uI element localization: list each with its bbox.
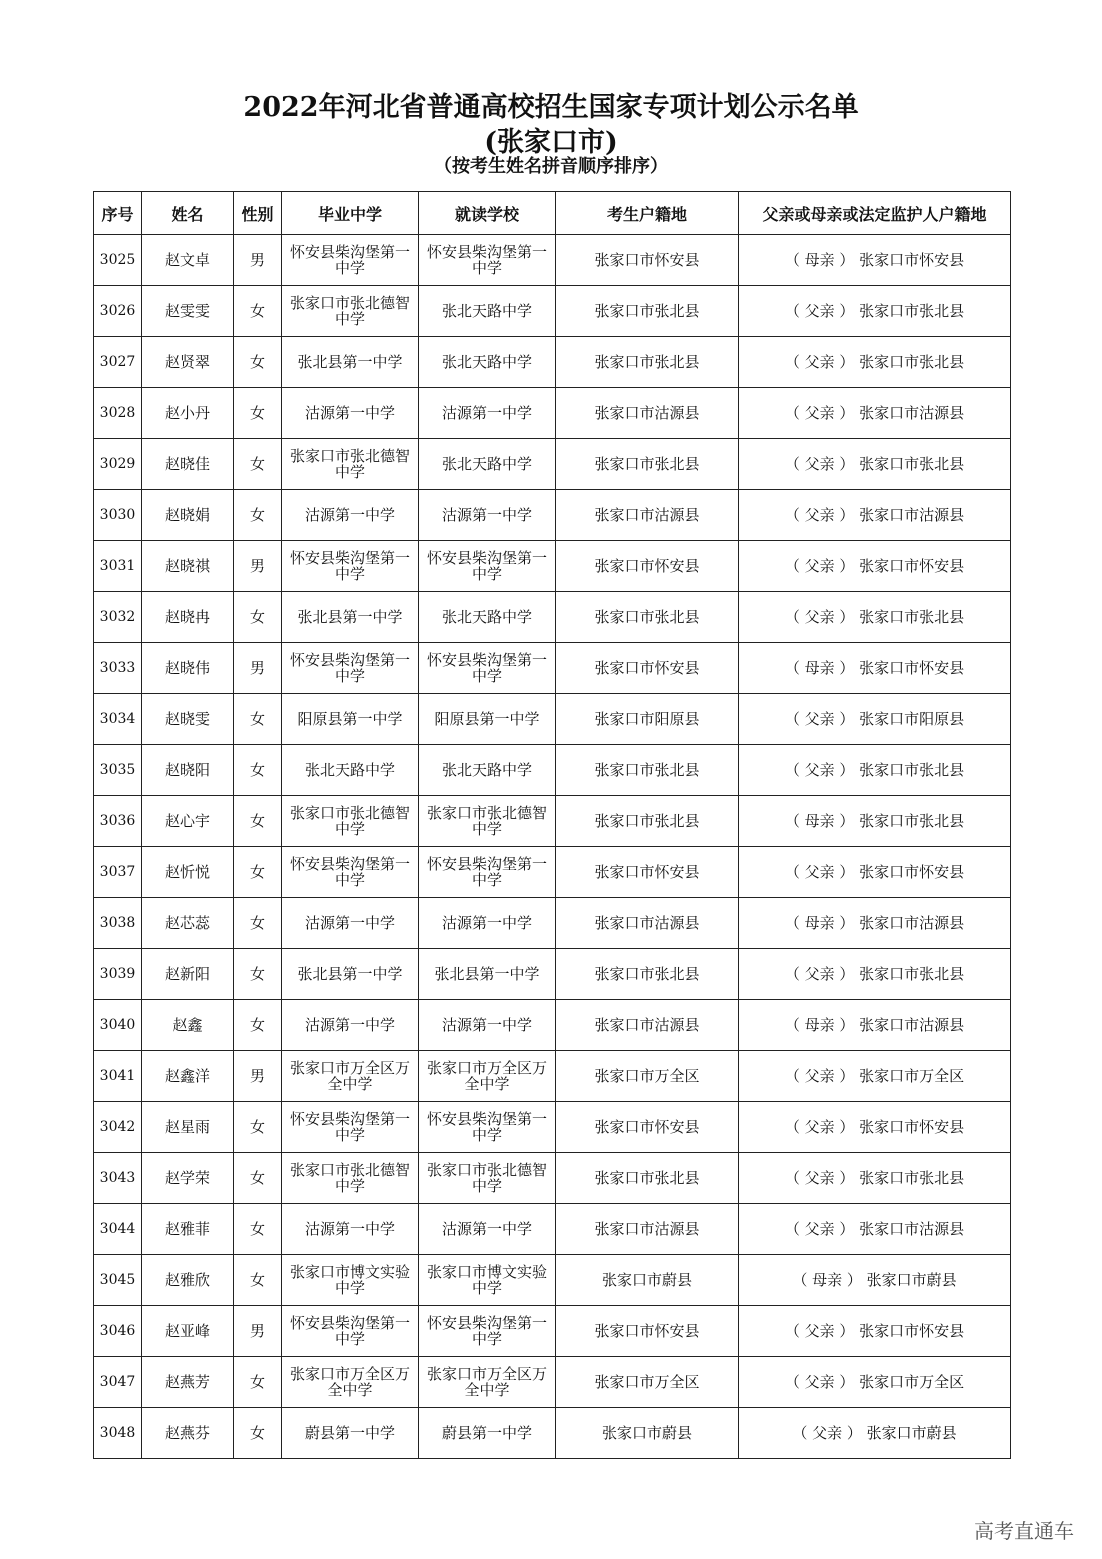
guardian-domicile-cell: （ 母亲 ） 张家口市怀安县	[739, 235, 1011, 286]
guardian-domicile-cell: （ 父亲 ） 张家口市怀安县	[739, 1102, 1011, 1153]
table-row	[94, 694, 1011, 745]
serial-cell: 3032	[94, 592, 142, 643]
name-cell: 赵心宇	[142, 796, 234, 847]
gender-cell: 女	[234, 847, 282, 898]
serial-cell: 3042	[94, 1102, 142, 1153]
name-cell: 赵晓雯	[142, 694, 234, 745]
table-row	[94, 796, 1011, 847]
guardian-domicile-cell: （ 父亲 ） 张家口市沽源县	[739, 1204, 1011, 1255]
current-school-cell: 怀安县柴沟堡第一中学	[419, 541, 556, 592]
current-school-cell: 沽源第一中学	[419, 898, 556, 949]
gender-cell: 男	[234, 1051, 282, 1102]
current-school-cell: 沽源第一中学	[419, 1000, 556, 1051]
guardian-domicile-cell: （ 父亲 ） 张家口市万全区	[739, 1357, 1011, 1408]
guardian-domicile-cell: （ 父亲 ） 张家口市沽源县	[739, 388, 1011, 439]
header-guardian-domicile: 父亲或母亲或法定监护人户籍地	[739, 192, 1011, 235]
current-school-cell: 张家口市张北德智中学	[419, 1153, 556, 1204]
table-row	[94, 1102, 1011, 1153]
gender-cell: 女	[234, 949, 282, 1000]
serial-cell: 3041	[94, 1051, 142, 1102]
document-subtitle-city: (张家口市)	[484, 127, 618, 158]
guardian-domicile-cell: （ 母亲 ） 张家口市张北县	[739, 796, 1011, 847]
graduation-school-cell: 张北县第一中学	[282, 337, 419, 388]
table-row	[94, 745, 1011, 796]
graduation-school-cell: 张家口市张北德智中学	[282, 286, 419, 337]
table-row	[94, 388, 1011, 439]
serial-cell: 3034	[94, 694, 142, 745]
header-gender: 性别	[234, 192, 282, 235]
name-cell: 赵晓祺	[142, 541, 234, 592]
serial-cell: 3046	[94, 1306, 142, 1357]
candidate-domicile-cell: 张家口市张北县	[556, 286, 739, 337]
name-cell: 赵燕芬	[142, 1408, 234, 1459]
current-school-cell: 张北天路中学	[419, 337, 556, 388]
candidate-domicile-cell: 张家口市阳原县	[556, 694, 739, 745]
candidate-domicile-cell: 张家口市蔚县	[556, 1408, 739, 1459]
graduation-school-cell: 怀安县柴沟堡第一中学	[282, 541, 419, 592]
guardian-domicile-cell: （ 父亲 ） 张家口市张北县	[739, 337, 1011, 388]
current-school-cell: 沽源第一中学	[419, 490, 556, 541]
name-cell: 赵小丹	[142, 388, 234, 439]
gender-cell: 女	[234, 1255, 282, 1306]
watermark-text: 高考直通车	[974, 1519, 1074, 1543]
name-cell: 赵雯雯	[142, 286, 234, 337]
current-school-cell: 沽源第一中学	[419, 388, 556, 439]
table-row	[94, 1408, 1011, 1459]
table-row	[94, 1051, 1011, 1102]
candidate-domicile-cell: 张家口市万全区	[556, 1357, 739, 1408]
graduation-school-cell: 阳原县第一中学	[282, 694, 419, 745]
gender-cell: 男	[234, 235, 282, 286]
guardian-domicile-cell: （ 父亲 ） 张家口市张北县	[739, 949, 1011, 1000]
serial-cell: 3028	[94, 388, 142, 439]
graduation-school-cell: 张家口市万全区万全中学	[282, 1051, 419, 1102]
table-row	[94, 592, 1011, 643]
candidate-domicile-cell: 张家口市万全区	[556, 1051, 739, 1102]
current-school-cell: 张北天路中学	[419, 592, 556, 643]
serial-cell: 3040	[94, 1000, 142, 1051]
table-row	[94, 286, 1011, 337]
serial-cell: 3045	[94, 1255, 142, 1306]
table-row	[94, 949, 1011, 1000]
graduation-school-cell: 沽源第一中学	[282, 1000, 419, 1051]
current-school-cell: 张北县第一中学	[419, 949, 556, 1000]
serial-cell: 3043	[94, 1153, 142, 1204]
candidate-domicile-cell: 张家口市沽源县	[556, 898, 739, 949]
serial-cell: 3029	[94, 439, 142, 490]
name-cell: 赵亚峰	[142, 1306, 234, 1357]
graduation-school-cell: 张家口市张北德智中学	[282, 439, 419, 490]
guardian-domicile-cell: （ 母亲 ） 张家口市沽源县	[739, 898, 1011, 949]
name-cell: 赵文卓	[142, 235, 234, 286]
name-cell: 赵芯蕊	[142, 898, 234, 949]
candidate-domicile-cell: 张家口市怀安县	[556, 235, 739, 286]
current-school-cell: 张家口市万全区万全中学	[419, 1357, 556, 1408]
candidate-domicile-cell: 张家口市怀安县	[556, 643, 739, 694]
gender-cell: 女	[234, 1357, 282, 1408]
table-row	[94, 235, 1011, 286]
guardian-domicile-cell: （ 父亲 ） 张家口市阳原县	[739, 694, 1011, 745]
candidate-domicile-cell: 张家口市蔚县	[556, 1255, 739, 1306]
serial-cell: 3027	[94, 337, 142, 388]
table-row	[94, 439, 1011, 490]
table-row	[94, 490, 1011, 541]
gender-cell: 女	[234, 694, 282, 745]
name-cell: 赵忻悦	[142, 847, 234, 898]
gender-cell: 女	[234, 796, 282, 847]
current-school-cell: 蔚县第一中学	[419, 1408, 556, 1459]
serial-cell: 3039	[94, 949, 142, 1000]
guardian-domicile-cell: （ 父亲 ） 张家口市张北县	[739, 439, 1011, 490]
gender-cell: 女	[234, 388, 282, 439]
graduation-school-cell: 怀安县柴沟堡第一中学	[282, 847, 419, 898]
graduation-school-cell: 怀安县柴沟堡第一中学	[282, 643, 419, 694]
candidate-domicile-cell: 张家口市沽源县	[556, 388, 739, 439]
name-cell: 赵晓佳	[142, 439, 234, 490]
candidate-domicile-cell: 张家口市张北县	[556, 796, 739, 847]
gender-cell: 男	[234, 541, 282, 592]
graduation-school-cell: 张北县第一中学	[282, 592, 419, 643]
name-cell: 赵晓娟	[142, 490, 234, 541]
gender-cell: 女	[234, 1102, 282, 1153]
guardian-domicile-cell: （ 父亲 ） 张家口市张北县	[739, 286, 1011, 337]
table-row	[94, 1306, 1011, 1357]
serial-cell: 3031	[94, 541, 142, 592]
current-school-cell: 怀安县柴沟堡第一中学	[419, 643, 556, 694]
candidate-domicile-cell: 张家口市沽源县	[556, 490, 739, 541]
candidate-domicile-cell: 张家口市张北县	[556, 439, 739, 490]
gender-cell: 男	[234, 643, 282, 694]
guardian-domicile-cell: （ 父亲 ） 张家口市怀安县	[739, 1306, 1011, 1357]
table-body	[94, 235, 1011, 1459]
graduation-school-cell: 怀安县柴沟堡第一中学	[282, 235, 419, 286]
header-serial: 序号	[94, 192, 142, 235]
guardian-domicile-cell: （ 父亲 ） 张家口市怀安县	[739, 847, 1011, 898]
gender-cell: 女	[234, 286, 282, 337]
graduation-school-cell: 怀安县柴沟堡第一中学	[282, 1102, 419, 1153]
guardian-domicile-cell: （ 母亲 ） 张家口市蔚县	[739, 1255, 1011, 1306]
gender-cell: 女	[234, 439, 282, 490]
serial-cell: 3044	[94, 1204, 142, 1255]
guardian-domicile-cell: （ 父亲 ） 张家口市沽源县	[739, 490, 1011, 541]
serial-cell: 3035	[94, 745, 142, 796]
name-cell: 赵雅菲	[142, 1204, 234, 1255]
guardian-domicile-cell: （ 父亲 ） 张家口市张北县	[739, 592, 1011, 643]
table-row	[94, 643, 1011, 694]
current-school-cell: 阳原县第一中学	[419, 694, 556, 745]
table-row	[94, 541, 1011, 592]
gender-cell: 女	[234, 898, 282, 949]
candidate-table	[93, 191, 1011, 1459]
current-school-cell: 怀安县柴沟堡第一中学	[419, 847, 556, 898]
graduation-school-cell: 怀安县柴沟堡第一中学	[282, 1306, 419, 1357]
graduation-school-cell: 张家口市张北德智中学	[282, 796, 419, 847]
name-cell: 赵晓阳	[142, 745, 234, 796]
serial-cell: 3047	[94, 1357, 142, 1408]
guardian-domicile-cell: （ 父亲 ） 张家口市万全区	[739, 1051, 1011, 1102]
candidate-domicile-cell: 张家口市张北县	[556, 337, 739, 388]
guardian-domicile-cell: （ 父亲 ） 张家口市张北县	[739, 1153, 1011, 1204]
table-row	[94, 1000, 1011, 1051]
header-name: 姓名	[142, 192, 234, 235]
serial-cell: 3037	[94, 847, 142, 898]
name-cell: 赵鑫洋	[142, 1051, 234, 1102]
gender-cell: 女	[234, 592, 282, 643]
candidate-domicile-cell: 张家口市张北县	[556, 1153, 739, 1204]
gender-cell: 女	[234, 337, 282, 388]
guardian-domicile-cell: （ 父亲 ） 张家口市张北县	[739, 745, 1011, 796]
name-cell: 赵晓冉	[142, 592, 234, 643]
graduation-school-cell: 沽源第一中学	[282, 898, 419, 949]
graduation-school-cell: 张家口市万全区万全中学	[282, 1357, 419, 1408]
current-school-cell: 怀安县柴沟堡第一中学	[419, 235, 556, 286]
current-school-cell: 怀安县柴沟堡第一中学	[419, 1306, 556, 1357]
table-row	[94, 898, 1011, 949]
table-row	[94, 1357, 1011, 1408]
gender-cell: 女	[234, 490, 282, 541]
candidate-domicile-cell: 张家口市怀安县	[556, 1102, 739, 1153]
graduation-school-cell: 沽源第一中学	[282, 1204, 419, 1255]
name-cell: 赵星雨	[142, 1102, 234, 1153]
current-school-cell: 张家口市博文实验中学	[419, 1255, 556, 1306]
table-row	[94, 1153, 1011, 1204]
graduation-school-cell: 张家口市博文实验中学	[282, 1255, 419, 1306]
name-cell: 赵学荣	[142, 1153, 234, 1204]
name-cell: 赵雅欣	[142, 1255, 234, 1306]
graduation-school-cell: 张北天路中学	[282, 745, 419, 796]
gender-cell: 女	[234, 1204, 282, 1255]
name-cell: 赵鑫	[142, 1000, 234, 1051]
document-sort-note: （按考生姓名拼音顺序排序）	[434, 156, 668, 177]
candidate-domicile-cell: 张家口市沽源县	[556, 1204, 739, 1255]
graduation-school-cell: 张北县第一中学	[282, 949, 419, 1000]
current-school-cell: 张北天路中学	[419, 745, 556, 796]
current-school-cell: 张家口市万全区万全中学	[419, 1051, 556, 1102]
current-school-cell: 张北天路中学	[419, 439, 556, 490]
table-row	[94, 847, 1011, 898]
serial-cell: 3030	[94, 490, 142, 541]
gender-cell: 女	[234, 745, 282, 796]
serial-cell: 3033	[94, 643, 142, 694]
serial-cell: 3038	[94, 898, 142, 949]
candidate-domicile-cell: 张家口市怀安县	[556, 1306, 739, 1357]
name-cell: 赵晓伟	[142, 643, 234, 694]
candidate-domicile-cell: 张家口市怀安县	[556, 541, 739, 592]
guardian-domicile-cell: （ 母亲 ） 张家口市沽源县	[739, 1000, 1011, 1051]
table-header-row	[94, 192, 1011, 235]
name-cell: 赵燕芳	[142, 1357, 234, 1408]
candidate-domicile-cell: 张家口市张北县	[556, 949, 739, 1000]
candidate-domicile-cell: 张家口市张北县	[556, 745, 739, 796]
document-title: 2022年河北省普通高校招生国家专项计划公示名单	[243, 92, 859, 123]
gender-cell: 女	[234, 1408, 282, 1459]
graduation-school-cell: 张家口市张北德智中学	[282, 1153, 419, 1204]
current-school-cell: 沽源第一中学	[419, 1204, 556, 1255]
guardian-domicile-cell: （ 父亲 ） 张家口市蔚县	[739, 1408, 1011, 1459]
serial-cell: 3048	[94, 1408, 142, 1459]
graduation-school-cell: 沽源第一中学	[282, 490, 419, 541]
serial-cell: 3036	[94, 796, 142, 847]
graduation-school-cell: 蔚县第一中学	[282, 1408, 419, 1459]
candidate-domicile-cell: 张家口市怀安县	[556, 847, 739, 898]
table-row	[94, 1204, 1011, 1255]
serial-cell: 3026	[94, 286, 142, 337]
header-candidate-domicile: 考生户籍地	[556, 192, 739, 235]
candidate-domicile-cell: 张家口市沽源县	[556, 1000, 739, 1051]
guardian-domicile-cell: （ 母亲 ） 张家口市怀安县	[739, 643, 1011, 694]
graduation-school-cell: 沽源第一中学	[282, 388, 419, 439]
name-cell: 赵贤翠	[142, 337, 234, 388]
header-current-school: 就读学校	[419, 192, 556, 235]
guardian-domicile-cell: （ 父亲 ） 张家口市怀安县	[739, 541, 1011, 592]
current-school-cell: 怀安县柴沟堡第一中学	[419, 1102, 556, 1153]
gender-cell: 男	[234, 1306, 282, 1357]
current-school-cell: 张北天路中学	[419, 286, 556, 337]
gender-cell: 女	[234, 1000, 282, 1051]
header-graduation-school: 毕业中学	[282, 192, 419, 235]
candidate-domicile-cell: 张家口市张北县	[556, 592, 739, 643]
current-school-cell: 张家口市张北德智中学	[419, 796, 556, 847]
table-row	[94, 337, 1011, 388]
table-row	[94, 1255, 1011, 1306]
serial-cell: 3025	[94, 235, 142, 286]
name-cell: 赵新阳	[142, 949, 234, 1000]
gender-cell: 女	[234, 1153, 282, 1204]
